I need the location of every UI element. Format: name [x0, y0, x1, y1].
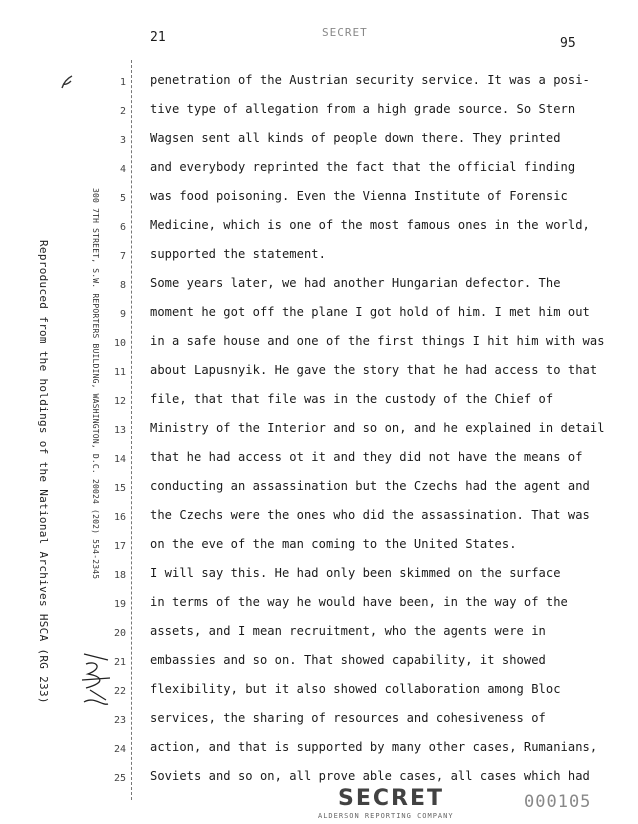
line-number: 25 [113, 773, 126, 784]
transcript-line: in a safe house and one of the first things I hit him with was [150, 334, 605, 348]
line-number: 2 [119, 106, 126, 117]
line-number: 11 [113, 367, 126, 378]
line-number: 21 [113, 657, 126, 668]
line-number: 17 [113, 541, 126, 552]
line-number-column [108, 76, 126, 801]
transcript-line: Wagsen sent all kinds of people down there. They printed [150, 131, 561, 145]
transcript-line: file, that that file was in the custody of the Chief of [150, 392, 554, 406]
line-number: 14 [113, 454, 126, 465]
line-number: 24 [113, 744, 126, 755]
transcript-line: I will say this. He had only been skimmed on the surface [150, 566, 561, 580]
line-number: 5 [119, 193, 126, 204]
transcript-line: action, and that is supported by many other cases, Rumanians, [150, 740, 598, 754]
line-number: 22 [113, 686, 126, 697]
reporter-footer: ALDERSON REPORTING COMPANY [318, 812, 454, 820]
transcript-line: the Czechs were the ones who did the assassination. That was [150, 508, 590, 522]
transcript-line: that he had access ot it and they did not have the means of [150, 450, 583, 464]
transcript-line: conducting an assassination but the Czechs had the agent and [150, 479, 590, 493]
line-number: 23 [113, 715, 126, 726]
line-number: 8 [119, 280, 126, 291]
archive-reproduction-notice: Reproduced from the holdings of the National Archives HSCA (RG 233) [37, 240, 50, 704]
transcript-line: moment he got off the plane I got hold of him. I met him out [150, 305, 590, 319]
line-number: 7 [119, 251, 126, 262]
transcript-line: penetration of the Austrian security service. It was a posi- [150, 73, 590, 87]
transcript-line: tive type of allegation from a high grade source. So Stern [150, 102, 576, 116]
line-number: 12 [113, 396, 126, 407]
transcript-line: and everybody reprinted the fact that the official finding [150, 160, 576, 174]
margin-rule [131, 60, 132, 800]
transcript-body [150, 70, 620, 795]
reporter-address: 300 7TH STREET, S.W. REPORTERS BUILDING, WASHINGTON, D.C. 20024 (202) 554-2345 [91, 188, 100, 580]
line-number: 13 [113, 425, 126, 436]
transcript-line: was food poisoning. Even the Vienna Institute of Forensic [150, 189, 568, 203]
transcript-line: on the eve of the man coming to the United States. [150, 537, 517, 551]
transcript-line: flexibility, but it also showed collaboration among Bloc [150, 682, 561, 696]
line-number: 6 [119, 222, 126, 233]
handwritten-mark-icon [60, 74, 74, 92]
line-number: 15 [113, 483, 126, 494]
line-number: 3 [119, 135, 126, 146]
transcript-line: assets, and I mean recruitment, who the agents were in [150, 624, 546, 638]
line-number: 19 [113, 599, 126, 610]
transcript-line: in terms of the way he would have been, in the way of the [150, 595, 568, 609]
transcript-line: Soviets and so on, all prove able cases, all cases which had [150, 769, 590, 783]
line-number: 20 [113, 628, 126, 639]
document-id: 000105 [524, 792, 592, 812]
line-number: 18 [113, 570, 126, 581]
transcript-line: supported the statement. [150, 247, 326, 261]
line-number: 9 [119, 309, 126, 320]
top-classification-stamp: SECRET [322, 26, 368, 39]
transcript-line: Some years later, we had another Hungarian defector. The [150, 276, 561, 290]
transcript-line: about Lapusnyik. He gave the story that he had access to that [150, 363, 598, 377]
line-number: 10 [113, 338, 126, 349]
transcript-line: Medicine, which is one of the most famous ones in the world, [150, 218, 590, 232]
page-number-left: 21 [150, 30, 166, 45]
page-number-right: 95 [560, 36, 576, 51]
transcript-line: embassies and so on. That showed capability, it showed [150, 653, 546, 667]
secret-stamp: SECRET [338, 786, 444, 811]
transcript-line: Ministry of the Interior and so on, and he explained in detail [150, 421, 605, 435]
line-number: 4 [119, 164, 126, 175]
transcript-line: services, the sharing of resources and cohesiveness of [150, 711, 546, 725]
line-number: 1 [119, 77, 126, 88]
line-number: 16 [113, 512, 126, 523]
